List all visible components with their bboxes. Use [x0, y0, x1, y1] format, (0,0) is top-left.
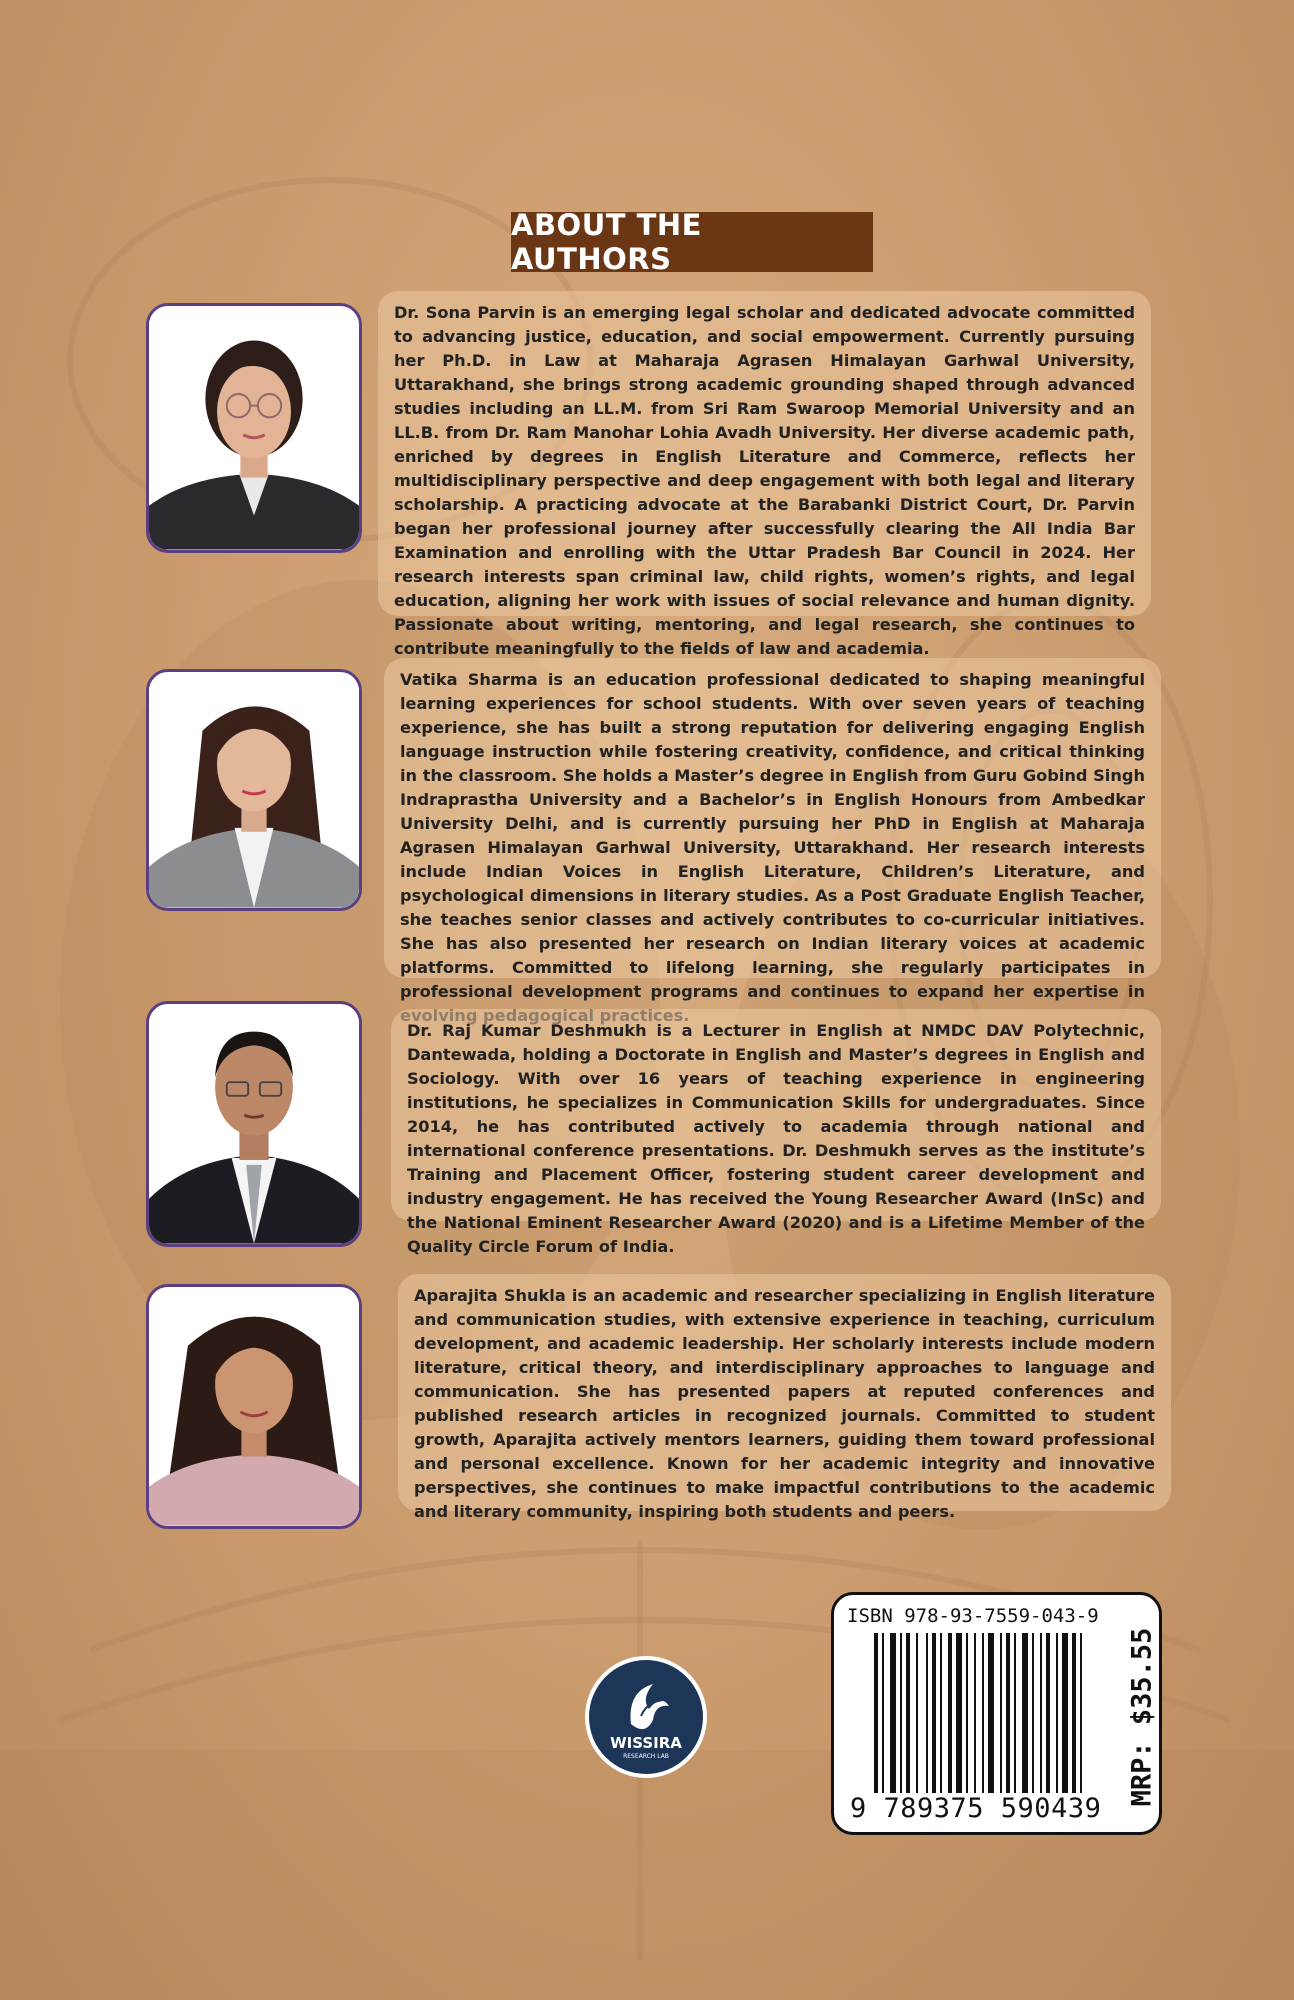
isbn-barcode: [831, 1592, 1162, 1835]
author-photo-4: [146, 1284, 362, 1529]
author-photo-2: [146, 669, 362, 911]
isbn-label: ISBN 978-93-7559-043-9: [847, 1605, 1099, 1627]
author-bio-3: Dr. Raj Kumar Deshmukh is a Lecturer in English at NMDC DAV Polytechnic, Dantewada, holding a Doctorate in English and Master’s degrees in English and Sociology. With over 16 years of teaching experience in engineering institutions, he specializes in Communication Skills for undergraduates. Since 2014, he has contributed actively to academia through national and international conference presentations. Dr. Deshmukh serves as the institute’s Training and Placement Officer, fostering student career development and industry engagement. He has received the Young Researcher Award (InSc) and the National Eminent Researcher Award (2020) and is a Lifetime Member of the Quality Circle Forum of India.: [391, 1009, 1161, 1221]
section-title: ABOUT THE AUTHORS: [511, 212, 873, 272]
publisher-logo: [583, 1654, 709, 1780]
author-bio-1: Dr. Sona Parvin is an emerging legal scholar and dedicated advocate committed to advancing justice, education, and social empowerment. Currently pursuing her Ph.D. in Law at Maharaja Agrasen Himalayan Garhwal University, Uttarakhand, she brings strong academic grounding shaped through advanced studies including an LL.M. from Sri Ram Swaroop Memorial University and an LL.B. from Dr. Ram Manohar Lohia Avadh University. Her diverse academic path, enriched by degrees in English Literature and Commerce, reflects her multidisciplinary perspective and deep engagement with both legal and literary scholarship. A practicing advocate at the Barabanki District Court, Dr. Parvin began her professional journey after successfully clearing the All India Bar Examination and enrolling with the Uttar Pradesh Bar Council in 2024. Her research interests span criminal law, child rights, women’s rights, and legal education, aligning her work with issues of social relevance and human dignity. Passionate about writing, mentoring, and legal research, she continues to contribute meaningfully to the fields of law and academia.: [378, 291, 1151, 616]
barcode-digits: 9 789375 590439: [850, 1793, 1102, 1824]
author-bio-4: Aparajita Shukla is an academic and researcher specializing in English literature and communication studies, with extensive experience in teaching, curriculum development, and academic leadership. Her scholarly interests include modern literature, critical theory, and interdisciplinary approaches to language and communication. She has presented papers at reputed conferences and published research articles in recognized journals. Committed to student growth, Aparajita actively mentors learners, guiding them toward professional and personal excellence. Known for her academic integrity and innovative perspectives, she continues to make impactful contributions to the academic and literary community, inspiring both students and peers.: [398, 1274, 1171, 1511]
publisher-tagline: RESEARCH LAB: [623, 1753, 669, 1760]
barcode-bars: [874, 1633, 1104, 1803]
author-photo-1: [146, 303, 362, 553]
price-label: MRP: $35.55: [1126, 1627, 1158, 1807]
author-bio-2: Vatika Sharma is an education professional dedicated to shaping meaningful learning experiences for school students. With over seven years of teaching experience, she has built a strong reputation for delivering engaging English language instruction while fostering creativity, confidence, and critical thinking in the classroom. She holds a Master’s degree in English from Guru Gobind Singh Indraprastha University and a Bachelor’s in English Honours from Ambedkar University Delhi, and is currently pursuing her PhD in English at Maharaja Agrasen Himalayan Garhwal University, Uttarakhand. Her research interests include Indian Voices in English Literature, Children’s Literature, and psychological dimensions in literary studies. As a Post Graduate English Teacher, she teaches senior classes and actively contributes to co-curricular initiatives. She has also presented her research on Indian literary voices at academic platforms. Committed to lifelong learning, she regularly participates in professional development programs and continues to expand her expertise in: [384, 658, 1161, 978]
publisher-name: WISSIRA: [610, 1734, 682, 1752]
author-photo-3: [146, 1001, 362, 1247]
